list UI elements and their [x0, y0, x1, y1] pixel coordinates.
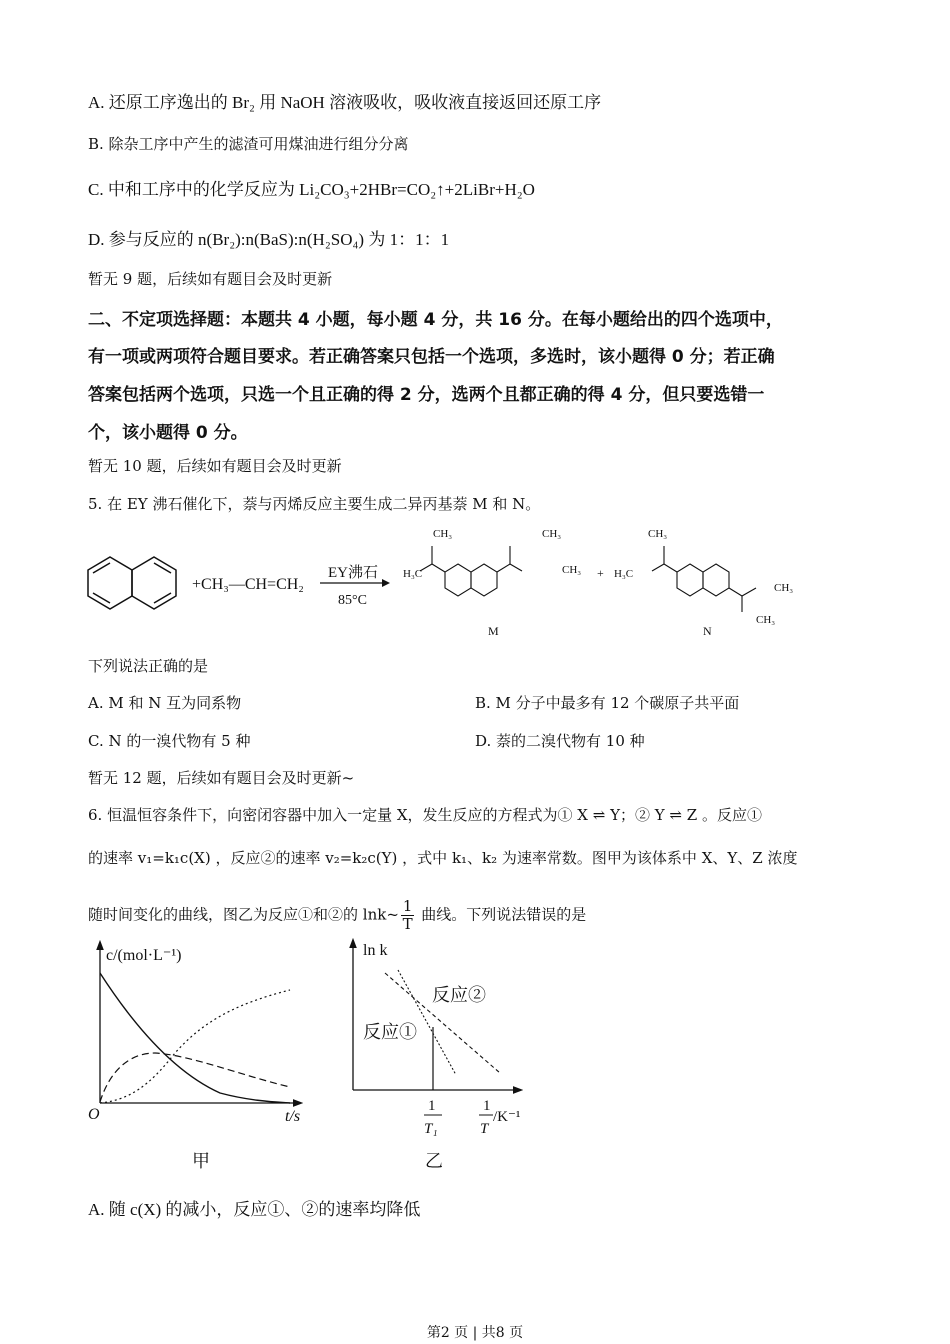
temperature-label: 85°C	[338, 593, 367, 608]
curve-x	[100, 973, 290, 1103]
plus-sign: +	[597, 566, 604, 580]
q5-ask: 下列说法正确的是	[88, 657, 209, 675]
m-ch3-top-right: CH₃	[542, 528, 562, 540]
notice-q10: 暂无 10 题，后续如有题目会及时更新	[88, 457, 342, 475]
section2-line2: 有一项或两项符合题目要求。若正确答案只包括一个选项，多选时，该小题得 0 分；若正确	[88, 347, 775, 367]
x-den: T	[480, 1121, 489, 1137]
graph-jia	[80, 935, 320, 1180]
product-m-structure	[420, 546, 522, 596]
x-unit: /K⁻¹	[493, 1109, 521, 1125]
q4-option-c: C. 中和工序中的化学反应为 Li₂CO₃+2HBr=CO₂↑+2LiBr+H₂O	[88, 180, 535, 199]
q6-line3-b: 曲线。下列说法错误的是	[416, 905, 587, 924]
jia-x-label: t/s	[285, 1108, 301, 1125]
q6-option-a: A. 随 c(X) 的减小，反应①、②的速率均降低	[88, 1200, 421, 1219]
notice-q12: 暂无 12 题，后续如有题目会及时更新~	[88, 769, 355, 787]
catalyst-label: EY沸石	[328, 565, 378, 581]
x-num: 1	[483, 1098, 491, 1114]
m-ch3-right: CH₃	[562, 564, 582, 576]
q4-option-a: A. 还原工序逸出的 Br₂ 用 NaOH 溶液吸收，吸收液直接返回还原工序	[88, 93, 602, 112]
n-ch3-top: CH₃	[648, 528, 668, 540]
t1-den: T₁	[424, 1121, 438, 1137]
curve-y	[100, 1053, 290, 1102]
notice-q9: 暂无 9 题，后续如有题目会及时更新	[88, 270, 333, 288]
jia-y-label: c/(mol·L⁻¹)	[106, 947, 182, 964]
m-ch3-top-left: CH₃	[433, 528, 453, 540]
product-n-structure	[652, 546, 756, 612]
q6-line2: 的速率 v₁=k₁c(X) ，反应②的速率 v₂=k₂c(Y) ，式中 k₁、k₂ 为速率常数。图甲为该体系中 X、Y、Z 浓度	[88, 849, 798, 867]
q5-option-c: C. N 的一溴代物有 5 种	[88, 732, 251, 750]
m-h3c-left: H₃C	[403, 568, 423, 580]
q6-frac-num: 1	[402, 897, 413, 915]
naphthalene-structure	[88, 557, 176, 609]
label-n: N	[703, 624, 712, 638]
q5-option-b: B. M 分子中最多有 12 个碳原子共平面	[475, 694, 740, 712]
label-reaction2: 反应②	[432, 985, 486, 1005]
n-ch3-right: CH₃	[774, 582, 794, 594]
q6-line3	[88, 898, 586, 933]
curve-z	[100, 990, 290, 1103]
q5-option-a: A. M 和 N 互为同系物	[88, 694, 242, 712]
q5-stem: 5. 在 EY 沸石催化下，萘与丙烯反应主要生成二异丙基萘 M 和 N。	[88, 495, 541, 513]
jia-origin: O	[88, 1106, 100, 1123]
n-ch3-bottom: CH₃	[756, 614, 776, 626]
section2-line3: 答案包括两个选项，只选一个且正确的得 2 分，选两个且都正确的得 4 分，但只要选错一	[88, 385, 765, 405]
q5-option-d: D. 萘的二溴代物有 10 种	[475, 732, 645, 750]
q6-frac-den: T	[402, 915, 413, 933]
jia-caption: 甲	[192, 1151, 210, 1171]
t1-num: 1	[428, 1098, 436, 1114]
yi-caption: 乙	[425, 1151, 443, 1171]
section2-line4: 个，该小题得 0 分。	[88, 423, 248, 443]
label-reaction1: 反应①	[363, 1022, 417, 1042]
q6-line3-a: 随时间变化的曲线，图乙为反应①和②的 lnk~	[88, 905, 399, 924]
q5-reaction-scheme	[80, 520, 820, 650]
q6-line1: 6. 恒温恒容条件下，向密闭容器中加入一定量 X，发生反应的方程式为① X ⇌ Y；② Y ⇌ Z 。反应①	[88, 806, 762, 824]
page-footer: 第2 页 | 共8 页	[426, 1325, 524, 1341]
label-m: M	[488, 624, 499, 638]
q6-fraction	[401, 898, 415, 933]
section2-line1: 二、不定项选择题：本题共 4 小题，每小题 4 分，共 16 分。在每小题给出的四个选项中，	[88, 310, 783, 330]
q4-option-d: D. 参与反应的 n(Br₂):n(BaS):n(H₂SO₄) 为 1：1：1	[88, 230, 450, 249]
q4-option-b: B. 除杂工序中产生的滤渣可用煤油进行组分分离	[88, 135, 409, 153]
n-h3c-left: H₃C	[614, 568, 634, 580]
graph-yi	[338, 935, 538, 1180]
yi-y-label: ln k	[363, 942, 388, 959]
reagent-propene: +CH₃—CH=CH₂	[192, 576, 304, 593]
